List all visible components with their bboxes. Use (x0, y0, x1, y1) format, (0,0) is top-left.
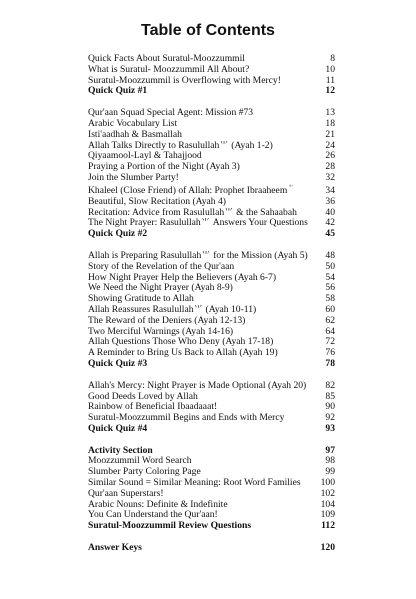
toc-entry-page-number: 78 (325, 357, 335, 369)
toc-entry-title (88, 467, 201, 478)
toc-entry-title (88, 151, 202, 162)
toc-entry-page-number: 32 (325, 171, 335, 183)
toc-entry-title (88, 327, 233, 338)
toc-entry (88, 500, 335, 511)
toc-entry-title (88, 381, 306, 392)
toc-entry-title-text: You Can Understand the Qur'aan! (88, 510, 218, 521)
toc-entry-page-number: 40 (325, 206, 335, 218)
toc-entry-title (88, 316, 245, 327)
toc-entry-page-number: 42 (325, 217, 335, 229)
toc-entry (88, 273, 335, 284)
toc-entry-page-number: 24 (325, 139, 335, 151)
toc-entry-page-number: 50 (325, 260, 335, 272)
toc-entry (88, 316, 335, 327)
toc-entry-page-number: 102 (320, 487, 335, 499)
page-title: Table of Contents (141, 22, 275, 39)
toc-entry-page-number: 36 (325, 195, 335, 207)
toc-entry-title-text: Qur'aan Superstars! (88, 488, 164, 499)
toc-entry-title-text: Quick Quiz #1 (88, 86, 148, 97)
toc-entry-title-text: Allah Questions Those Who Deny (Ayah 17-18) (88, 337, 274, 348)
toc-entry-title-text: Activity Section (88, 445, 153, 456)
toc-entry-title (88, 424, 147, 435)
toc-entry-title-text: Suratul-Moozzummil Begins and Ends with Mercy (88, 413, 285, 424)
toc-entry-page-number: 82 (325, 379, 335, 391)
toc-entry-title (88, 337, 273, 348)
toc-entry-title (88, 162, 240, 173)
toc-entry-title (88, 392, 198, 403)
toc-entry-page-number: 112 (321, 520, 335, 532)
toc-entry (88, 130, 335, 141)
toc-entry-page-number: 26 (325, 150, 335, 162)
toc-entry (88, 478, 335, 489)
toc-entry-page-number: 85 (325, 390, 335, 402)
toc-entry-title-text: Arabic Vocabulary List (88, 118, 178, 129)
toc-entry (88, 108, 335, 119)
toc-entry-title-text: Quick Quiz #4 (88, 423, 148, 434)
toc-entry-title (88, 294, 194, 305)
toc-entry-page-number: 90 (325, 401, 335, 413)
toc-entry-title (88, 446, 153, 457)
toc-entry-title (88, 273, 276, 284)
toc-entry (88, 489, 335, 500)
toc-entry-title-text: Suratul-Moozzummil is Overflowing with Mercy! (88, 75, 281, 86)
toc-entry-title-text: Qiyaamool-Layl & Tahajjood (88, 151, 202, 162)
toc-entry-title (88, 218, 308, 229)
toc-entry-title-text: What is Suratul- Moozzummil All About? (88, 64, 250, 75)
toc-section (88, 381, 335, 435)
toc-entry-title (88, 262, 234, 273)
toc-entry-page-number: 60 (325, 303, 335, 315)
toc-entry (88, 521, 335, 532)
toc-entry-page-number: 48 (325, 249, 335, 261)
toc-entry-title-text: Answer Keys (88, 543, 142, 554)
toc-entry-page-number: 10 (325, 63, 335, 75)
toc-entry-title-text: Khaleel (Close Friend) of Allah: Prophet Ibraaheem (88, 184, 288, 196)
toc-entry-page-number: 34 (325, 184, 335, 196)
toc-entry-title-text: Allah is Preparing Rasulullah⺌ for the Mission (Ayah 5) (88, 250, 308, 261)
toc-entry-page-number: 100 (320, 477, 335, 489)
toc-entry-title-text: Quick Quiz #2 (88, 229, 148, 240)
toc-entry-title (88, 65, 249, 76)
toc-entry-title-text: Good Deeds Loved by Allah (88, 391, 198, 402)
toc-entry (88, 294, 335, 305)
toc-entry (88, 413, 335, 424)
toc-entry (88, 141, 335, 152)
toc-entry (88, 251, 335, 262)
toc-entry-title-text: Beautiful, Slow Recitation (Ayah 4) (88, 196, 226, 207)
toc-entry-page-number: 104 (320, 498, 335, 510)
toc-entry-title-text: Slumber Party Coloring Page (88, 467, 201, 478)
toc-entry-title-text: Qur'aan Squad Special Agent: Mission #73 (88, 108, 254, 119)
toc-entry-title (88, 543, 142, 554)
toc-entry (88, 348, 335, 359)
toc-entry-title-text: Arabic Nouns: Definite & Indefinite (88, 499, 228, 510)
toc-entry (88, 54, 335, 65)
toc-entry-title (88, 108, 253, 119)
toc-entry (88, 283, 335, 294)
toc-entry-title-text: Praying a Portion of the Night (Ayah 3) (88, 162, 240, 173)
toc-entry-title (88, 456, 192, 467)
toc-entry-title-text: Similar Sound = Similar Meaning: Root Word Families (88, 478, 301, 489)
toc-entry-title-text: Recitation: Advice from Rasulullah⺌ & the Sahaabah (88, 207, 297, 218)
toc-entry-page-number: 12 (325, 85, 335, 97)
honorific-mark: ⺌ (288, 185, 294, 191)
toc-entry-title (88, 348, 278, 359)
toc-entry (88, 229, 335, 240)
toc-section (88, 543, 335, 554)
toc-entry-title-text: Allah's Mercy: Night Prayer is Made Optional (Ayah 20) (88, 380, 307, 391)
toc-entry-title-text: How Night Prayer Help the Believers (Ayah 6-7) (88, 272, 277, 283)
toc-entry-title (88, 478, 301, 489)
toc-entry-title (88, 119, 177, 130)
toc-entry-title (88, 229, 147, 240)
toc-entry (88, 510, 335, 521)
toc-entry (88, 359, 335, 370)
toc-list (88, 54, 335, 565)
toc-entry-title-text: Story of the Revelation of the Qur'aan (88, 261, 235, 272)
toc-entry (88, 86, 335, 97)
toc-entry-title (88, 510, 218, 521)
toc-section (88, 446, 335, 532)
toc-entry (88, 381, 335, 392)
toc-entry-title-text: Allah Talks Directly to Rasulullah⺌ (Ayah 1-2) (88, 140, 273, 151)
toc-entry (88, 184, 335, 197)
toc-entry-page-number: 109 (320, 509, 335, 521)
toc-entry (88, 305, 335, 316)
toc-entry-title-text: A Reminder to Bring Us Back to Allah (Ayah 19) (88, 348, 278, 359)
toc-entry-page-number: 11 (325, 74, 335, 86)
toc-entry-title (88, 489, 164, 500)
toc-entry (88, 65, 335, 76)
toc-entry-page-number: 97 (325, 444, 335, 456)
toc-entry-title (88, 76, 281, 87)
toc-entry-title-text: Quick Facts About Suratul-Moozzummil (88, 54, 245, 64)
toc-entry (88, 197, 335, 208)
toc-entry (88, 327, 335, 338)
toc-entry-page-number: 58 (325, 293, 335, 305)
toc-entry-title-text: Showing Gratitude to Allah (88, 294, 194, 305)
toc-entry-title (88, 197, 226, 208)
toc-entry-page-number: 72 (325, 336, 335, 348)
toc-entry-title-text: Isti'aadhah & Basmallah (88, 129, 182, 140)
toc-entry-title (88, 359, 147, 370)
toc-entry-title (88, 54, 245, 65)
toc-entry-title-text: Moozzummil Word Search (88, 456, 192, 467)
toc-entry-title-text: Rainbow of Beneficial Ibaadaaat! (88, 402, 218, 413)
toc-entry-title (88, 500, 228, 511)
toc-entry-page-number: 13 (325, 107, 335, 119)
toc-entry-title (88, 173, 179, 184)
toc-entry-title (88, 305, 256, 316)
toc-entry (88, 162, 335, 173)
toc-entry-title-text: We Need the Night Prayer (Ayah 8-9) (88, 283, 233, 294)
toc-entry (88, 337, 335, 348)
toc-entry-title (88, 86, 147, 97)
toc-entry-page-number: 18 (325, 117, 335, 129)
toc-entry-page-number: 93 (325, 422, 335, 434)
toc-entry-title-text: Allah Reassures Rasulullah⺌ (Ayah 10-11) (88, 304, 257, 315)
toc-entry-title-text: The Night Prayer: Rasulullah⺌ Answers Your Questions (88, 218, 308, 229)
toc-entry-page-number: 54 (325, 271, 335, 283)
toc-entry-title (88, 208, 297, 219)
toc-entry-page-number: 62 (325, 314, 335, 326)
toc-entry (88, 218, 335, 229)
toc-entry (88, 456, 335, 467)
toc-entry-page-number: 64 (325, 325, 335, 337)
toc-entry-title (88, 283, 233, 294)
toc-entry-title (88, 130, 182, 141)
toc-entry-title-text: Suratul-Moozzummil Review Questions (88, 521, 252, 532)
toc-entry-title-text: Join the Slumber Party! (88, 172, 179, 183)
toc-entry (88, 446, 335, 457)
toc-entry-page-number: 21 (325, 128, 335, 140)
toc-entry-page-number: 99 (325, 466, 335, 478)
toc-entry-title-text: Quick Quiz #3 (88, 358, 148, 369)
toc-entry (88, 424, 335, 435)
toc-entry-title-text: Two Merciful Warnings (Ayah 14-16) (88, 326, 234, 337)
toc-entry (88, 402, 335, 413)
toc-entry-title (88, 521, 251, 532)
toc-entry (88, 119, 335, 130)
toc-entry (88, 467, 335, 478)
toc-entry (88, 76, 335, 87)
toc-entry (88, 151, 335, 162)
toc-entry-page-number: 92 (325, 412, 335, 424)
toc-entry-title (88, 402, 217, 413)
toc-section (88, 108, 335, 240)
toc-entry (88, 262, 335, 273)
toc-entry-title (88, 251, 308, 262)
toc-entry (88, 208, 335, 219)
toc-section (88, 251, 335, 370)
toc-entry-title (88, 413, 284, 424)
toc-entry (88, 173, 335, 184)
toc-entry-page-number: 8 (330, 53, 335, 64)
toc-entry-page-number: 98 (325, 455, 335, 467)
toc-entry (88, 392, 335, 403)
toc-entry-page-number: 56 (325, 282, 335, 294)
toc-entry-title (88, 141, 273, 152)
toc-entry-page-number: 76 (325, 347, 335, 359)
toc-entry-page-number: 28 (325, 161, 335, 173)
toc-entry-title-text: The Reward of the Deniers (Ayah 12-13) (88, 315, 246, 326)
toc-entry-page-number: 120 (320, 542, 335, 554)
toc-entry-title (88, 184, 293, 197)
toc-entry-page-number: 45 (325, 228, 335, 240)
toc-entry (88, 543, 335, 554)
toc-section (88, 54, 335, 97)
